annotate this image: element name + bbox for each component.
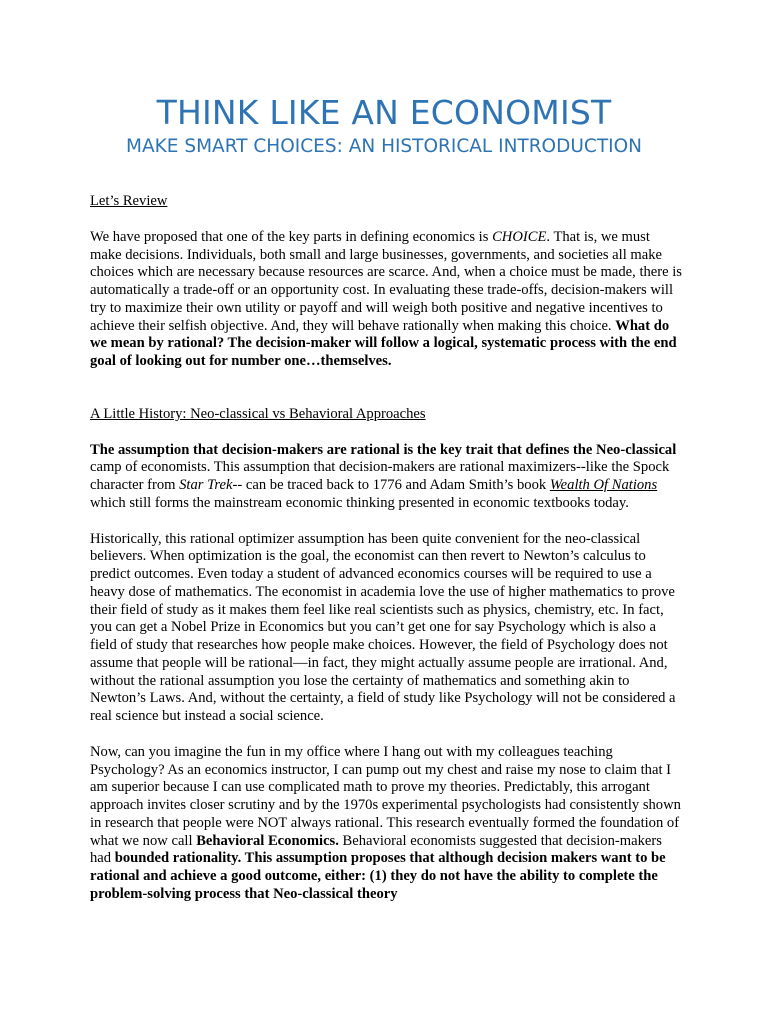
section-heading-lets-review: Let’s Review bbox=[90, 193, 168, 209]
text-run: Now, can you imagine the fun in my office where I hang out with my colleagues teaching Psychology? As an economics instructor, I can pump out my chest and raise my nose to claim that I am superior because I can use complicated math to prove my theories. Predictably, this arrogant approach invites closer scrutiny and by the 1970s experimental psychologists had consistently shown in research that people were NOT always rational. This research eventually formed the foundation of what we now call bbox=[90, 743, 681, 849]
text-run: We have proposed that one of the key parts in defining economics is bbox=[90, 228, 493, 245]
emphasis-star-trek: Star Trek bbox=[179, 477, 233, 493]
section-heading-history: A Little History: Neo-classical vs Behavioral Approaches bbox=[90, 405, 426, 422]
document-title: THINK LIKE AN ECONOMIST bbox=[156, 93, 612, 132]
text-run: . That is, we must make decisions. Individuals, both small and large businesses, governments, and societies all make choices which are necessary because resources are scarce. And, when a choice must be made, there is automatically a trade-off or an opportunity cost. In evaluating these trade-offs, decision-makers will try to maximize their own utility or payoff and will weigh both positive and negative incentives to achieve their selfish objective. And, they will behave rationally when making this choice. bbox=[90, 228, 682, 334]
paragraph-neoclassical bbox=[90, 442, 682, 513]
text-run: which still forms the mainstream economic thinking presented in economic textbooks today. bbox=[90, 494, 629, 511]
document-body bbox=[90, 193, 682, 904]
bold-rational-definition: What do we mean by rational? The decision-maker will follow a logical, systematic process with the end goal of looking out for number one…themselves. bbox=[90, 317, 677, 369]
text-run: camp of economists. This assumption that decision-makers are rational maximizers--like the Spock character from bbox=[90, 459, 670, 493]
bold-behavioral-economics: Behavioral Economics. bbox=[196, 832, 339, 849]
text-run: -- can be traced back to 1776 and Adam Smith’s book bbox=[232, 477, 550, 493]
bold-neoclassical-assumption: The assumption that decision-makers are rational is the key trait that defines the Neo-classical bbox=[90, 441, 677, 458]
document-subtitle: MAKE SMART CHOICES: AN HISTORICAL INTRODUCTION bbox=[126, 136, 642, 157]
bold-bounded-rationality: bounded rationality. This assumption proposes that although decision makers want to be rational and achieve a good outcome, either: (1) they do not have the ability to complete the problem-solving process that Neo-classical theory bbox=[90, 850, 666, 902]
paragraph-review bbox=[90, 229, 682, 371]
paragraph-rational-optimizer: Historically, this rational optimizer assumption has been quite convenient for the neo-classical believers. When optimization is the goal, the economist can then revert to Newton’s calculus to predict outcomes. Even today a student of advanced economics courses will be required to use a heavy dose of mathematics. The economist in academia love the use of higher mathematics to prove their field of study as it makes them feel like real scientists such as physics, chemistry, etc. In fact, you can get a Nobel Prize in Economics but you can’t get one for say Psychology which is also a field of study that researches how people make choices. However, the field of Psychology does not assume that people will be rational—in fact, they might actually assume people are irrational. And, without the rational assumption you lose the certainty of mathematics and something akin to Newton’s Laws. And, without the certainty, a field of study like Psychology will not be considered a real science but instead a social science. bbox=[90, 530, 676, 724]
emphasis-wealth-of-nations: Wealth Of Nations bbox=[549, 477, 658, 493]
emphasis-choice: CHOICE bbox=[492, 228, 547, 245]
paragraph-behavioral bbox=[90, 744, 682, 904]
text-run: Behavioral economists suggested that decision-makers had bbox=[90, 832, 662, 867]
